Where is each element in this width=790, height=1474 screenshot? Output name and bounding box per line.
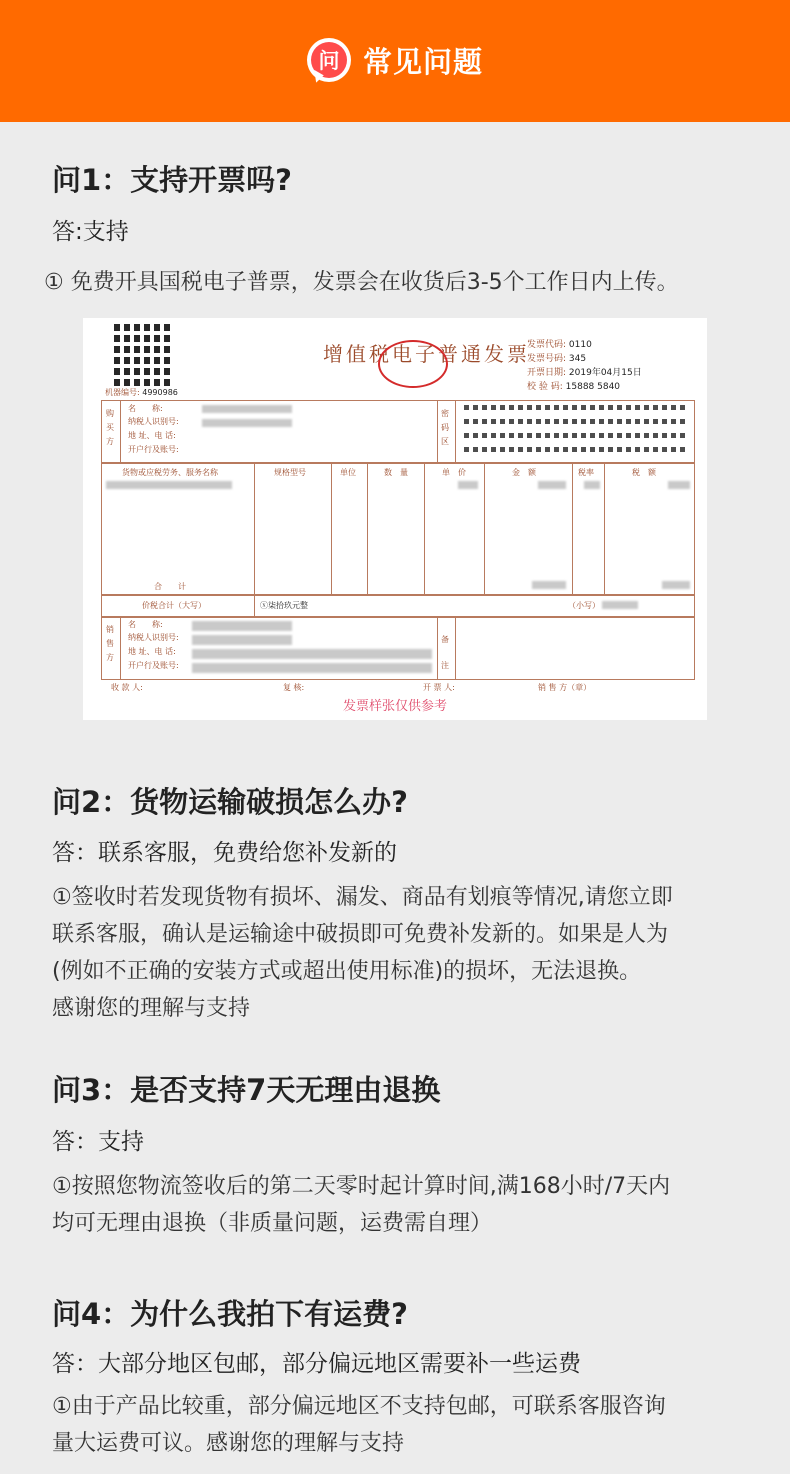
answer-detail-line: 感谢您的理解与支持 [52, 996, 251, 1021]
sample-note: 发票样张仅供参考 [342, 699, 447, 714]
answer-text: 答：联系客服，免费给您补发新的 [52, 840, 397, 866]
faq-q1 [44, 158, 742, 301]
answer-detail-line: 均可无理由退换（非质量问题，运费需自理） [52, 1211, 493, 1236]
invoice-seal [378, 340, 448, 388]
faq-q2 [52, 780, 742, 1027]
question-icon: 问 [307, 38, 351, 82]
header-title: 常见问题 [362, 44, 483, 79]
qr-code [114, 324, 174, 386]
answer-detail-line: ①签收时若发现货物有损坏、漏发、商品有划痕等情况,请您立即 [52, 885, 673, 910]
answer-detail-line: (例如不正确的安装方式或超出使用标准)的损坏，无法退换。 [52, 959, 642, 984]
sum-row: 价税合计（大写） ⓧ柒拾玖元整 （小写） [101, 594, 695, 618]
machine-number: 机器编号: 4990986 [105, 388, 178, 397]
buyer-block: 购买方 名 称: 纳税人识别号: 地 址、电 话: 开户行及账号: 密码区 [101, 400, 695, 464]
question-title: 问1：支持开票吗? [52, 163, 293, 197]
answer-detail-line: 联系客服，确认是运输途中破损即可免费补发新的。如果是人为 [52, 922, 669, 947]
answer-detail-line: ①按照您物流签收后的第二天零时起计算时间,满168小时/7天内 [52, 1174, 671, 1199]
page-header [0, 0, 790, 122]
goods-block: 货物或应税劳务、服务名称 规格型号 单位 数 量 单 价 金 额 税率 税 额 合 计 [101, 462, 695, 596]
faq-q3 [52, 1068, 742, 1242]
invoice-title: 增值税电子普通发票 [323, 342, 530, 366]
invoice-sample-image: 增值税电子普通发票 发票代码: 0110 发票号码: 345 开票日期: 2019年04月15日 校 验 码: 15888 5840 机器编号: 4990986 购买方 名 称: 纳税人识别号: 地 址、电 话: 开户行及账号: 密码区 货物或应税劳务、服务名称 规格型号 单位 数 量 单 价 金 额 税率 税 额 合 计 价税合计（大写） ⓧ柒拾玖元整 （小写） 销售方 名 称: 纳税人识别号: 地 址、电 话: 开户行及账号: 备注 收 款 人: 复 核: 开 票 人: 销 售 方（章） 发票样张仅供参考 [83, 318, 707, 720]
invoice-meta: 发票代码: 0110 发票号码: 345 开票日期: 2019年04月15日 校 验 码: 15888 5840 [527, 340, 642, 392]
answer-text: 答：支持 [52, 1129, 144, 1155]
question-title: 问2：货物运输破损怎么办? [52, 785, 409, 819]
answer-text: 答：大部分地区包邮，部分偏远地区需要补一些运费 [52, 1351, 581, 1377]
faq-q4 [52, 1292, 742, 1462]
answer-detail-line: 量大运费可议。感谢您的理解与支持 [52, 1431, 405, 1456]
question-title: 问4：为什么我拍下有运费? [52, 1297, 409, 1331]
seller-block: 销售方 名 称: 纳税人识别号: 地 址、电 话: 开户行及账号: 备注 [101, 616, 695, 680]
answer-detail: ① 免费开具国税电子普票，发票会在收货后3-5个工作日内上传。 [44, 270, 679, 295]
answer-detail-line: ①由于产品比较重，部分偏远地区不支持包邮，可联系客服咨询 [52, 1394, 666, 1419]
answer-text: 答:支持 [52, 219, 129, 245]
question-title: 问3：是否支持7天无理由退换 [52, 1073, 441, 1107]
